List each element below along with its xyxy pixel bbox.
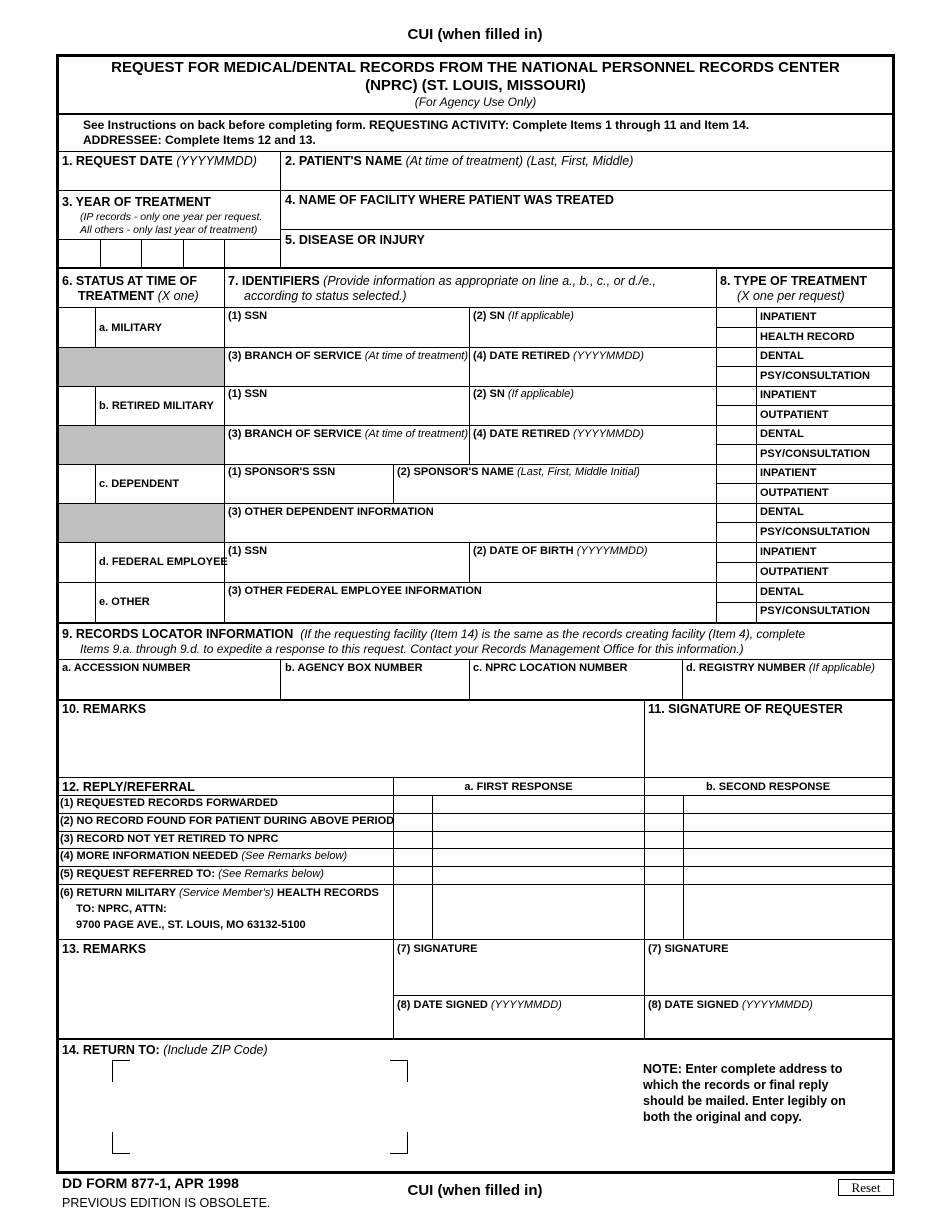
divider: [95, 464, 96, 503]
reply-option-1: (1) REQUESTED RECORDS FORWARDED: [60, 797, 278, 809]
first-response-header: a. FIRST RESPONSE: [464, 781, 573, 793]
treatment-type-label: OUTPATIENT: [760, 487, 829, 499]
year-digit-2[interactable]: [145, 244, 180, 262]
form-id: DD FORM 877-1, APR 1998: [62, 1175, 239, 1191]
divider: [59, 622, 892, 624]
divider: [59, 113, 892, 115]
status-retired-checkbox[interactable]: [63, 391, 91, 419]
divider: [59, 795, 892, 796]
facility-name-input[interactable]: [285, 210, 885, 228]
item2-label: 2. PATIENT'S NAME (At time of treatment) (Last, First, Middle): [285, 154, 634, 168]
divider: [683, 795, 684, 939]
treatment-type-label: INPATIENT: [760, 467, 817, 479]
dd-form-877-1: [56, 54, 895, 1174]
retired-ssn-label: (1) SSN: [228, 388, 268, 400]
divider: [95, 386, 96, 425]
request-date-input[interactable]: [62, 171, 276, 189]
military-date-retired-label: (4) DATE RETIRED (YYYYMMDD): [473, 350, 644, 362]
divider: [716, 386, 892, 387]
divider: [224, 425, 716, 426]
reply-option-6-line2: TO: NPRC, ATTN:: [76, 903, 167, 915]
agency-box-number-label: b. AGENCY BOX NUMBER: [285, 662, 423, 674]
item1-label: 1. REQUEST DATE (YYYYMMDD): [62, 154, 257, 168]
treatment-type-label: PSY/CONSULTATION: [760, 448, 870, 460]
divider: [59, 659, 892, 660]
patient-name-input[interactable]: [285, 171, 885, 189]
status-dependent-checkbox[interactable]: [63, 469, 91, 497]
divider: [469, 659, 470, 699]
divider: [59, 866, 892, 867]
form-title: [59, 59, 892, 109]
divider: [59, 813, 892, 814]
divider: [716, 327, 892, 328]
divider: [716, 562, 892, 563]
divider: [59, 699, 892, 701]
divider: [141, 239, 142, 267]
divider: [716, 602, 892, 603]
military-branch-label: (3) BRANCH OF SERVICE (At time of treatment): [228, 350, 469, 362]
divider: [280, 659, 281, 699]
divider: [183, 239, 184, 267]
military-ssn-label: (1) SSN: [228, 310, 268, 322]
federal-dob-label: (2) DATE OF BIRTH (YYYYMMDD): [473, 545, 648, 557]
item11-label: 11. SIGNATURE OF REQUESTER: [648, 702, 843, 716]
year-digit-4[interactable]: [228, 244, 276, 262]
item3-label: 3. YEAR OF TREATMENT: [62, 195, 211, 209]
item13-label: 13. REMARKS: [62, 942, 147, 956]
item14-label: 14. RETURN TO: (Include ZIP Code): [62, 1043, 268, 1057]
divider: [280, 229, 892, 230]
instructions-line2: ADDRESSEE: Complete Items 12 and 13.: [83, 133, 316, 147]
year-digit-3[interactable]: [187, 244, 221, 262]
treatment-type-label: PSY/CONSULTATION: [760, 605, 870, 617]
dependent-sponsor-ssn-label: (1) SPONSOR'S SSN: [228, 466, 336, 478]
second-response-header: b. SECOND RESPONSE: [705, 781, 831, 793]
divider: [59, 831, 892, 832]
second-signature-label: (7) SIGNATURE: [648, 943, 729, 955]
divider: [59, 542, 224, 543]
treatment-type-label: INPATIENT: [760, 311, 817, 323]
note-line4: both the original and copy.: [643, 1110, 802, 1124]
status-other-label: e. OTHER: [99, 596, 150, 608]
form-subtitle: (For Agency Use Only): [414, 95, 537, 109]
treatment-type-label: DENTAL: [760, 428, 804, 440]
divider: [59, 464, 224, 465]
divider: [100, 239, 101, 267]
first-signature-label: (7) SIGNATURE: [397, 943, 478, 955]
form-title-line1: REQUEST FOR MEDICAL/DENTAL RECORDS FROM THE NATIONAL PERSONNEL RECORDS CENTER: [111, 59, 840, 76]
reply-option-5: (5) REQUEST REFERRED TO: (See Remarks below): [60, 868, 324, 880]
reply-option-4: (4) MORE INFORMATION NEEDED (See Remarks below): [60, 850, 348, 862]
treatment-type-label: DENTAL: [760, 350, 804, 362]
item7-label: 7. IDENTIFIERS (Provide information as appropriate on line a., b., c., or d./e.,: [228, 274, 656, 288]
federal-ssn-label: (1) SSN: [228, 545, 268, 557]
note-line3: should be mailed. Enter legibly on: [643, 1094, 846, 1108]
first-date-signed-label: (8) DATE SIGNED (YYYYMMDD): [397, 999, 562, 1011]
divider: [59, 884, 892, 885]
divider: [716, 444, 892, 445]
reply-option-3: (3) RECORD NOT YET RETIRED TO NPRC: [60, 833, 279, 845]
second-date-signed-label: (8) DATE SIGNED (YYYYMMDD): [648, 999, 813, 1011]
divider: [224, 267, 225, 622]
note-line2: which the records or final reply: [643, 1078, 829, 1092]
item9-label: 9. RECORDS LOCATOR INFORMATION (If the requesting facility (Item 14) is the same as the records creating facility (Item 4), complete: [62, 627, 806, 641]
item6-label-line1: 6. STATUS AT TIME OF: [62, 274, 197, 288]
status-dependent-label: c. DEPENDENT: [99, 478, 180, 490]
divider: [95, 307, 96, 347]
retired-date-retired-label: (4) DATE RETIRED (YYYYMMDD): [473, 428, 644, 440]
divider: [224, 347, 716, 348]
disease-injury-input[interactable]: [285, 249, 885, 266]
treatment-type-label: INPATIENT: [760, 546, 817, 558]
address-corner-bottom-right: [390, 1132, 408, 1154]
divider: [59, 386, 224, 387]
registry-number-label: d. REGISTRY NUMBER (If applicable): [686, 662, 875, 674]
divider: [716, 483, 892, 484]
treatment-type-label: PSY/CONSULTATION: [760, 526, 870, 538]
divider: [224, 386, 716, 387]
divider: [59, 582, 224, 583]
divider: [59, 151, 892, 152]
retired-branch-label: (3) BRANCH OF SERVICE (At time of treatment): [228, 428, 469, 440]
divider: [59, 1038, 892, 1040]
federal-other-label: (3) OTHER FEDERAL EMPLOYEE INFORMATION: [228, 585, 482, 597]
divider: [716, 347, 892, 348]
divider: [716, 582, 892, 583]
item3-hint1: (IP records - only one year per request.: [80, 211, 263, 223]
instructions-line1: See Instructions on back before completing form. REQUESTING ACTIVITY: Complete Items 1 through 11 and Item 14.: [83, 118, 750, 132]
reply-option-6: (6) RETURN MILITARY (Service Member's) HEALTH RECORDS: [60, 887, 379, 899]
shaded-area: [59, 347, 224, 386]
treatment-type-label: DENTAL: [760, 586, 804, 598]
divider: [716, 366, 892, 367]
cui-marking-bottom: CUI (when filled in): [407, 1182, 543, 1199]
divider: [224, 239, 225, 267]
nprc-location-number-label: c. NPRC LOCATION NUMBER: [473, 662, 628, 674]
item10-label: 10. REMARKS: [62, 702, 147, 716]
treatment-type-label: OUTPATIENT: [760, 409, 829, 421]
divider: [59, 425, 224, 426]
year-digit-1[interactable]: [104, 244, 138, 262]
treatment-type-label: PSY/CONSULTATION: [760, 370, 870, 382]
divider: [716, 405, 892, 406]
status-military-label: a. MILITARY: [99, 322, 162, 334]
accession-number-label: a. ACCESSION NUMBER: [62, 662, 191, 674]
divider: [644, 699, 645, 1039]
divider: [59, 939, 892, 940]
cui-marking-top: CUI (when filled in): [407, 26, 543, 43]
divider: [716, 425, 892, 426]
address-corner-top-right: [390, 1060, 408, 1082]
divider: [393, 464, 394, 503]
divider: [469, 307, 470, 464]
shaded-area: [59, 425, 224, 464]
item4-label: 4. NAME OF FACILITY WHERE PATIENT WAS TREATED: [285, 193, 614, 207]
divider: [59, 239, 280, 240]
address-corner-bottom-left: [112, 1132, 130, 1154]
divider: [59, 848, 892, 849]
item9-hint2: Items 9.a. through 9.d. to expedite a response to this request. Contact your Records Management Office for this information.): [80, 642, 744, 656]
divider: [393, 995, 892, 996]
item5-label: 5. DISEASE OR INJURY: [285, 233, 425, 247]
divider: [280, 151, 281, 267]
status-federal-label: d. FEDERAL EMPLOYEE: [99, 556, 228, 568]
divider: [59, 347, 224, 348]
return-address-area[interactable]: [133, 1065, 385, 1147]
military-sn-label: (2) SN (If applicable): [473, 310, 574, 322]
divider: [716, 542, 892, 543]
shaded-area: [59, 503, 224, 542]
divider: [224, 542, 716, 543]
status-retired-label: b. RETIRED MILITARY: [99, 400, 214, 412]
item12-label: 12. REPLY/REFERRAL: [62, 780, 195, 794]
divider: [716, 464, 892, 465]
item8-hint: (X one per request): [737, 289, 845, 303]
divider: [716, 503, 892, 504]
divider: [59, 503, 224, 504]
divider: [469, 542, 470, 582]
divider: [224, 464, 716, 465]
dependent-other-label: (3) OTHER DEPENDENT INFORMATION: [228, 506, 434, 518]
item8-label: 8. TYPE OF TREATMENT: [720, 274, 867, 288]
treatment-type-label: OUTPATIENT: [760, 566, 829, 578]
status-military-checkbox[interactable]: [63, 313, 91, 341]
obsolete-notice: PREVIOUS EDITION IS OBSOLETE.: [62, 1196, 271, 1210]
divider: [716, 522, 892, 523]
reply-option-2: (2) NO RECORD FOUND FOR PATIENT DURING ABOVE PERIOD: [60, 815, 395, 827]
divider: [59, 267, 892, 269]
reply-option-6-line3: 9700 PAGE AVE., ST. LOUIS, MO 63132-5100: [76, 919, 306, 931]
status-federal-checkbox[interactable]: [63, 547, 91, 577]
divider: [59, 190, 892, 191]
status-other-checkbox[interactable]: [63, 587, 91, 617]
treatment-type-label: INPATIENT: [760, 389, 817, 401]
dependent-sponsor-name-label: (2) SPONSOR'S NAME (Last, First, Middle Initial): [397, 466, 640, 478]
divider: [59, 307, 892, 308]
divider: [682, 659, 683, 699]
divider: [224, 582, 716, 583]
address-corner-top-left: [112, 1060, 130, 1082]
divider: [224, 503, 716, 504]
retired-sn-label: (2) SN (If applicable): [473, 388, 574, 400]
treatment-type-label: HEALTH RECORD: [760, 331, 855, 343]
item7-hint2: according to status selected.): [244, 289, 407, 303]
form-title-line2: (NPRC) (ST. LOUIS, MISSOURI): [365, 77, 586, 94]
treatment-type-label: DENTAL: [760, 506, 804, 518]
item6-label-line2: TREATMENT (X one): [78, 289, 199, 303]
note-line1: NOTE: Enter complete address to: [643, 1062, 843, 1076]
item3-hint2: All others - only last year of treatment): [80, 224, 258, 236]
divider: [59, 777, 892, 778]
divider: [432, 795, 433, 939]
reset-button[interactable]: Reset: [838, 1179, 894, 1196]
